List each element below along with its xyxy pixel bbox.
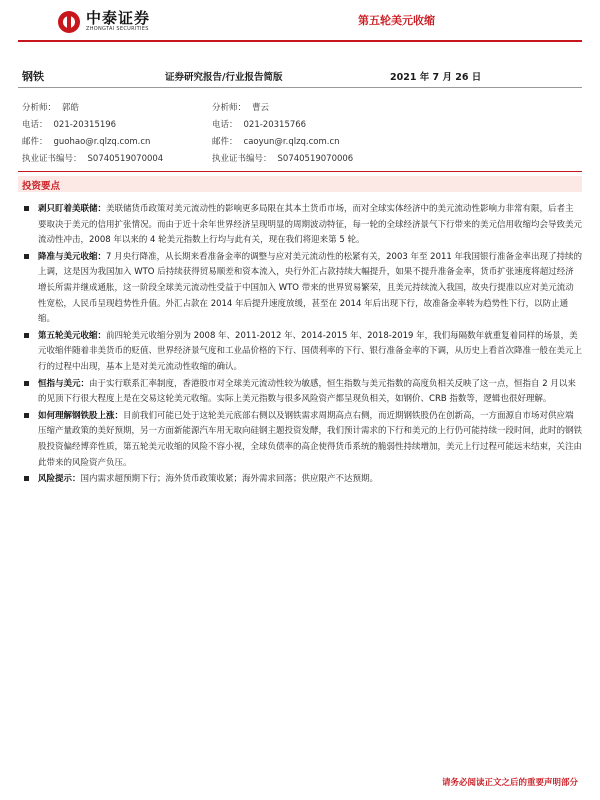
square-bullet-icon	[24, 476, 29, 481]
analyst-name: 曹云	[252, 103, 270, 113]
section-header-bar	[18, 176, 582, 192]
analyst-name: 郭皓	[62, 103, 80, 113]
analyst-phone: 021-20315196	[53, 120, 117, 130]
analyst-email-link[interactable]: guohao@r.qlzq.com.cn	[53, 137, 151, 147]
point-heading: 剥只盯着美联储：	[38, 204, 107, 214]
point-text: 前四轮美元收缩分别为 2008 年、2011-2012 年、2014-2015 年、2018-2019 年，我们每隔数年就重复着同样的场景，美元收缩伴随着非美货币的贬值、世界经济景气度和工业品价格的下行、国债利率的下行、银行准备金率的下调，从历史上看首次降准一般在美元上行的过程中出现，基本上是对美元流动性收缩的确认。	[38, 330, 583, 372]
section-title: 投资要点	[22, 181, 61, 192]
analyst-name-label: 分析师：	[212, 103, 247, 113]
investment-points	[22, 202, 582, 488]
logo-name-en: ZHONGTAI SECURITIES	[86, 26, 149, 32]
square-bullet-icon	[24, 206, 29, 211]
point-heading: 降准与美元收缩：	[38, 251, 107, 262]
square-bullet-icon	[24, 381, 29, 386]
square-bullet-icon	[24, 254, 29, 259]
report-date: 2021 年 7 月 26 日	[390, 72, 482, 83]
analyst-email-label: 邮件：	[212, 137, 238, 147]
sector-label: 钢铁	[22, 70, 44, 83]
company-logo	[58, 10, 150, 33]
report-type: 证券研究报告/行业报告简版	[165, 72, 283, 83]
page-header	[0, 0, 600, 40]
analyst-cert: S0740519070004	[87, 154, 164, 164]
list-item	[22, 250, 582, 328]
analyst-card	[212, 100, 353, 168]
analyst-name-label: 分析师：	[22, 103, 57, 113]
point-heading: 恒指与美元：	[38, 378, 90, 389]
analyst-cert: S0740519070006	[277, 154, 354, 164]
point-heading: 如何理解钢铁股上涨：	[38, 410, 124, 421]
analyst-email-label: 邮件：	[22, 137, 48, 147]
analyst-email-link[interactable]: caoyun@r.qlzq.com.cn	[243, 137, 340, 147]
list-item	[22, 409, 582, 471]
analyst-card	[22, 100, 163, 168]
point-text: 美联储货币政策对美元流动性的影响更多局限在其本土货币市场，而对全球实体经济中的美元流动性影响力非常有限，后者主要取决于美元的信用扩张情况。而由于近十余年世界经济呈现明显的周期波动特征，每一轮的全球经济景气下行带来的美元信用收缩均会导致美元流动性冲击，2008 年以来的 4 轮美元指数上行均与此有关，现在我们将迎来第 5 轮。	[38, 204, 583, 246]
disclaimer-note: 请务必阅读正文之后的重要声明部分	[441, 778, 578, 788]
square-bullet-icon	[24, 413, 29, 418]
list-item	[22, 202, 582, 249]
point-text: 目前我们可能已处于这轮美元底部右侧以及钢铁需求周期高点右侧，而近期钢铁股仍在创新高，一方面源自市场对供应端压缩产量政策的美好预期，另一方面新能源汽车用无取向硅钢主题投资发酵，我们预计需求的下行和美元的上行仍可能持续一段时间，此时的钢铁股投资偏经博弈性质，第五轮美元收缩的风险不容小视，全球负债率的高企使得货币系统的脆弱性持续增加，美元上行过程可能远未结束，关注由此带来的风险资产负压。	[38, 410, 583, 468]
analyst-phone-label: 电话：	[22, 120, 48, 130]
analyst-cert-label: 执业证书编号：	[22, 154, 82, 164]
header-divider	[18, 40, 582, 42]
point-text: 国内需求超预期下行；海外货币政策收紧；海外需求回落；供应限产不达预期。	[80, 474, 379, 485]
meta-divider	[18, 87, 582, 88]
analyst-phone-label: 电话：	[212, 120, 238, 130]
point-text: 7 月央行降准，从长期来看准备金率的调整与应对美元流动性的松紧有关，2003 年至 2011 年我国银行准备金率出现了持续的上调，这是因为我国加入 WTO 后持续获得贸易顺差和资本流入，央行外汇占款持续大幅提升，如果不提升准备金率，货币扩张速度将超过经济增长所需并继成通胀，这一阶段全球美元流动性受益于中国加入 WTO 带来的世界贸易繁荣，且美元持续流入我国，故央行提准以应对美元流动性宽松，人民币呈现趋势性升值。外汇占款在 2014 年后提升速度放缓，甚至在 2014 年后出现下行，故准备金率转为趋势性下行，以防止通缩。	[38, 251, 583, 325]
square-bullet-icon	[24, 333, 29, 338]
list-item	[22, 472, 582, 488]
point-heading: 第五轮美元收缩：	[38, 330, 107, 341]
report-title: 第五轮美元收缩	[358, 14, 435, 27]
analyst-cert-label: 执业证书编号：	[212, 154, 272, 164]
point-text: 由于实行联系汇率制度，香港股市对全球美元流动性较为敏感，恒生指数与美元指数的高度负相关反映了这一点，恒指自 2 月以来的见顶下行很大程度上是在交易这轮美元收缩。实际上美元指数与很多风险资产都呈现负相关，如钢价、CRB 指数等，逻辑也很好理解。	[38, 378, 576, 405]
analyst-phone: 021-20315766	[243, 120, 307, 130]
analyst-divider	[18, 171, 582, 172]
logo-mark-icon	[58, 11, 80, 33]
point-heading: 风险提示：	[38, 474, 81, 485]
logo-name-cn: 中泰证券	[86, 9, 151, 27]
list-item	[22, 377, 582, 408]
list-item	[22, 329, 582, 376]
